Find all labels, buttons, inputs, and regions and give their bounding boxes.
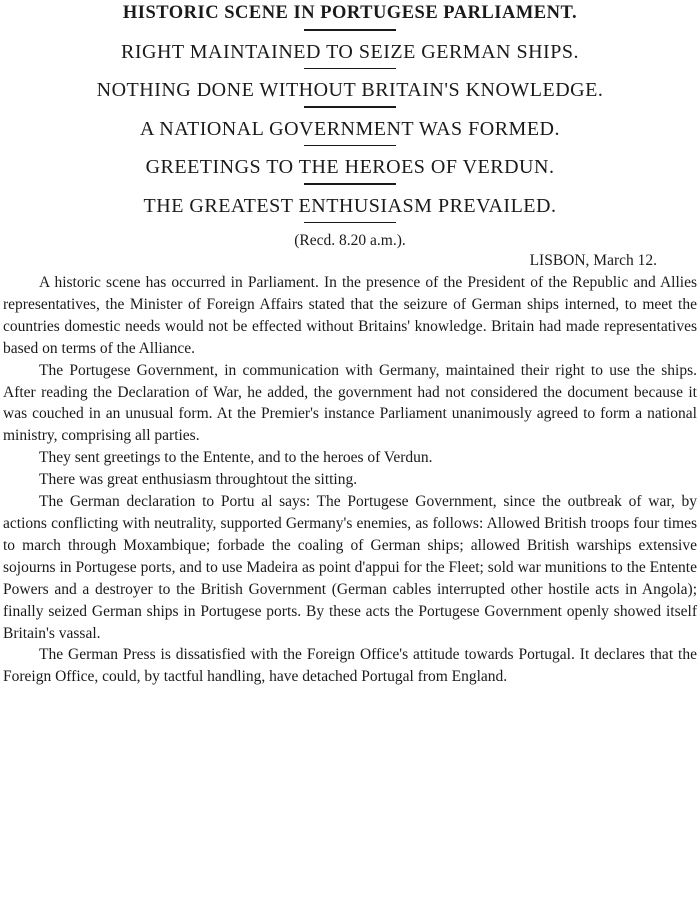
headline-divider <box>304 68 396 70</box>
place-date: LISBON, March 12. <box>529 252 657 269</box>
received-time: (Recd. 8.20 a.m.). <box>294 232 406 249</box>
headline-divider <box>304 29 396 31</box>
paragraph: They sent greetings to the Entente, and to the heroes of Verdun. <box>39 449 433 467</box>
article-body <box>3 272 697 688</box>
subheadline-5: THE GREATEST ENTHUSIASM PREVAILED. <box>143 194 557 217</box>
paragraph: The German declaration to Portu al says: The Portugese Government, since the outbreak of war, by actions conflicting with neutrality, supported Germany's enemies, as follows: Allowed British troops four times to march through Moxambique; forbade the coaling of German ships; allowed British warships extensive sojourns in Portugese ports, and to use Madeira as point d'appui for the Fleet; sold war munitions to the Entente Powers and a destroyer to the British Government (German cables interrupted other hostile acts in Angola); finally seized German ships in Portugese ports. By these acts the Portugese Government openly showed itself Britain's vassal. <box>3 493 697 642</box>
subheadline-1: RIGHT MAINTAINED TO SEIZE GERMAN SHIPS. <box>121 40 579 63</box>
headline-divider <box>304 145 396 147</box>
headline-divider <box>304 183 396 185</box>
paragraph: The Portugese Government, in communication with Germany, maintained their right to use the ships. After reading the Declaration of War, he added, the government had not considered the document because it was couched in an unusual form. At the Premier's instance Parliament unanimously agreed to form a national ministry, comprising all parties. <box>3 361 697 445</box>
headline-divider <box>304 222 396 224</box>
paragraph: The German Press is dissatisfied with the Foreign Office's attitude towards Portugal. It declares that the Foreign Office, could, by tactful handling, have detached Portugal from England. <box>3 646 697 686</box>
subheadline-2: NOTHING DONE WITHOUT BRITAIN'S KNOWLEDGE. <box>96 79 604 101</box>
headline-divider <box>304 106 396 108</box>
headline-main: HISTORIC SCENE IN PORTUGESE PARLIAMENT. <box>122 3 578 23</box>
paragraph: There was great enthusiasm throughtout the sitting. <box>39 471 358 489</box>
subheadline-3: A NATIONAL GOVERNMENT WAS FORMED. <box>139 117 561 140</box>
paragraph: A historic scene has occurred in Parliament. In the presence of the President of the Republic and Allies representatives, the Minister of Foreign Affairs stated that the seizure of German ships interned, to meet the countries domestic needs would not be effected without Britains' knowledge. Britain had made representatives based on terms of the Alliance. <box>3 274 697 357</box>
subheadline-4: GREETINGS TO THE HEROES OF VERDUN. <box>145 156 555 178</box>
